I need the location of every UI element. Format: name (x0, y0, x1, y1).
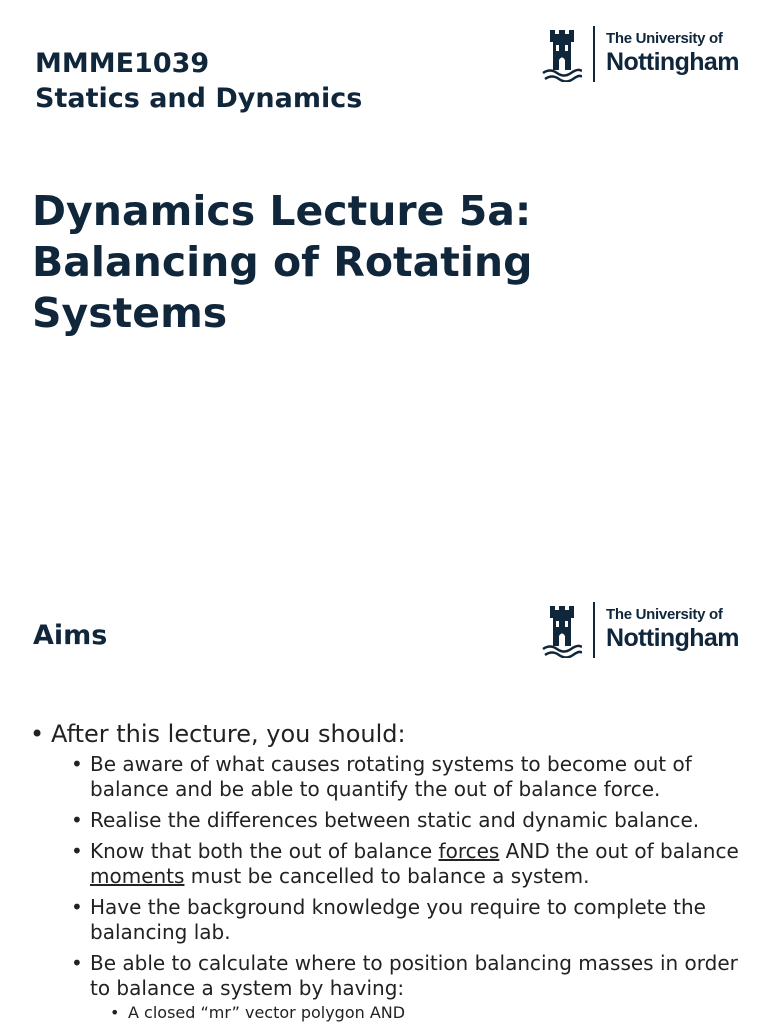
aims-sub-list (67, 752, 760, 1023)
logo-line-nottingham: Nottingham (606, 624, 739, 652)
aim-text: Be able to calculate where to position balancing masses in order to balance a system by having: (90, 951, 738, 1000)
castle-crest-icon (542, 26, 582, 82)
logo-line-nottingham: Nottingham (606, 48, 739, 76)
aim-item: • Have the background knowledge you require to complete the balancing lab. (67, 895, 760, 945)
aims-intro-text: After this lecture, you should: (51, 720, 406, 748)
course-name: Statics and Dynamics (35, 83, 363, 114)
aim-item (67, 951, 760, 1023)
logo-line-university: The University of (606, 30, 723, 47)
course-code: MMME1039 (35, 48, 210, 79)
aim-item: • Be aware of what causes rotating systems to become out of balance and be able to quantify the out of balance force. (67, 752, 760, 802)
aim-emphasis-forces: forces (438, 839, 500, 863)
lecture-title-line: Dynamics Lecture 5a: (32, 187, 532, 235)
aims-list (30, 718, 760, 1024)
lecture-title-line: Systems (32, 289, 228, 337)
aim-text: AND the out of balance (499, 839, 739, 863)
logo-divider (593, 26, 595, 82)
aims-slide (0, 584, 768, 1024)
aim-emphasis-moments: moments (90, 864, 185, 888)
university-logo (542, 24, 742, 86)
lecture-title-line: Balancing of Rotating (32, 238, 533, 286)
aim-item: • Realise the differences between static and dynamic balance. (67, 808, 760, 833)
aim-text: must be cancelled to balance a system. (184, 864, 590, 888)
aims-intro-item (30, 718, 760, 1023)
logo-line-university: The University of (606, 606, 723, 623)
castle-crest-icon (542, 602, 582, 658)
aim-sub-sub-list (104, 1003, 760, 1023)
university-logo (542, 600, 742, 662)
logo-divider (593, 602, 595, 658)
aim-item (67, 839, 760, 889)
lecture-title (32, 186, 712, 339)
aim-sub-item: • A closed “mr” vector polygon AND (104, 1003, 760, 1023)
aims-heading: Aims (33, 620, 108, 651)
aim-text: Know that both the out of balance (90, 839, 439, 863)
